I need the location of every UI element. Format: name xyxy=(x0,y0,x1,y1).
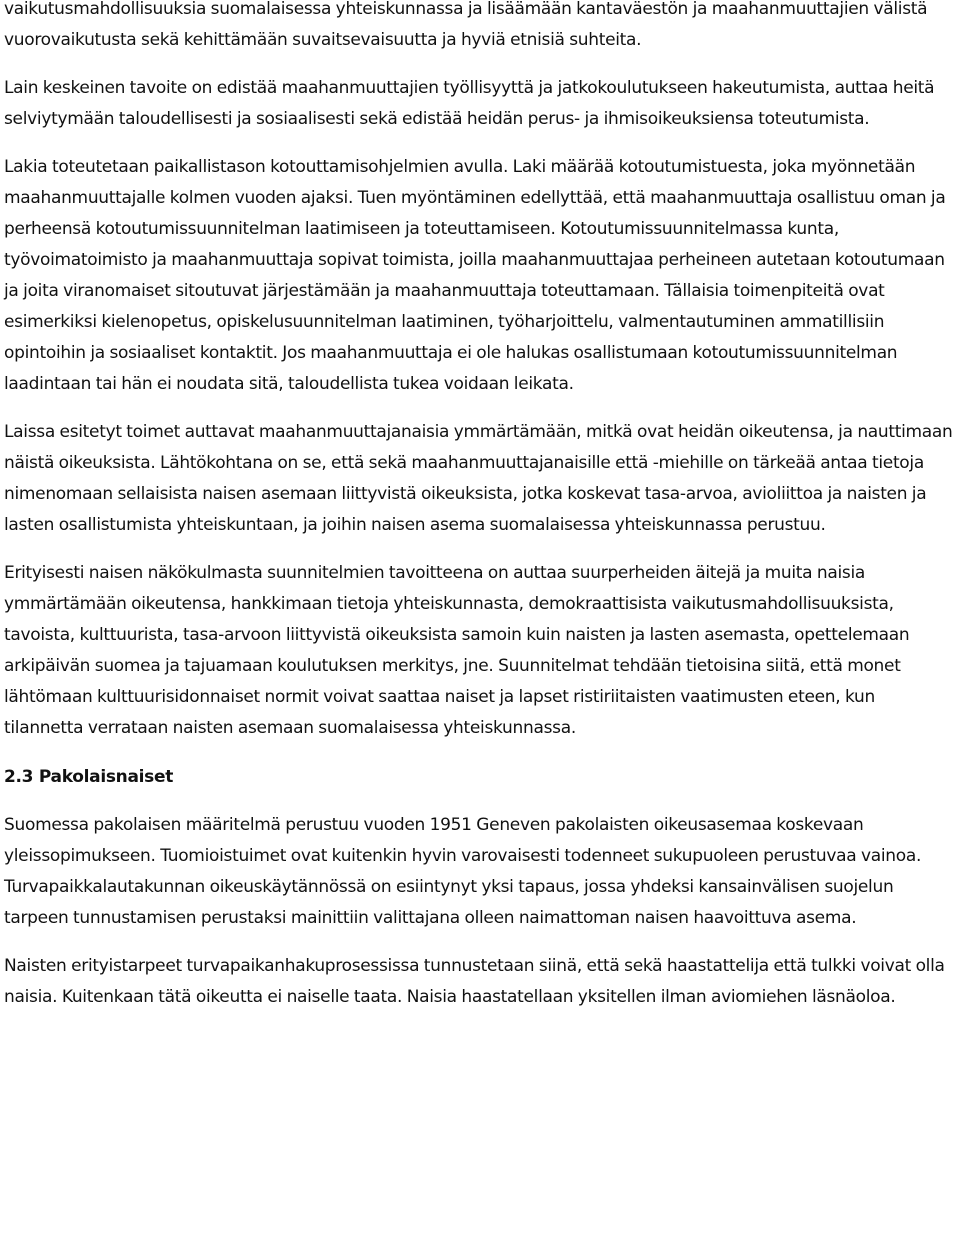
paragraph-women-perspective: Erityisesti naisen näkökulmasta suunnitelmien tavoitteena on auttaa suurperheiden äitejä ja muita naisia ymmärtämään oikeutensa, hankkimaan tietoja yhteiskunnasta, demokraattisista vaikutusmahdollisuuksista, tavoista, kulttuurista, tasa-arvoon liittyvistä oikeuksista samoin kuin naisten ja lasten asemasta, opettelemaan arkipäivän suomea ja tajuamaan koulutuksen merkitys, jne. Suunnitelmat tehdään tietoisina siitä, että monet lähtömaan kulttuurisidonnaiset normit voivat saattaa naiset ja lapset ristiriitaisten vaatimusten eteen, kun tilannetta verrataan naisten asemaan suomalaisessa yhteiskunnassa. xyxy=(4,563,910,738)
document-page xyxy=(4,0,958,1013)
paragraph-asylum-needs: Naisten erityistarpeet turvapaikanhakuprosessissa tunnustetaan siinä, että sekä haastattelija että tulkki voivat olla naisia. Kuitenkaan tätä oikeutta ei naiselle taata. Naisia haastatellaan yksitellen ilman aviomiehen läsnäoloa. xyxy=(4,956,945,1007)
paragraph-women-rights: Laissa esitetyt toimet auttavat maahanmuuttajanaisia ymmärtämään, mitkä ovat heidän oikeutensa, ja nauttimaan näistä oikeuksista. Lähtökohtana on se, että sekä maahanmuuttajanaisille että -miehille on tärkeää antaa tietoja nimenomaan sellaisista naisen asemaan liittyvistä oikeuksista, jotka koskevat tasa-arvoa, avioliittoa ja naisten ja lasten osallistumista yhteiskuntaan, ja joihin naisen asema suomalaisessa yhteiskunnassa perustuu. xyxy=(4,422,953,535)
paragraph-refugee-definition: Suomessa pakolaisen määritelmä perustuu vuoden 1951 Geneven pakolaisten oikeusasemaa koskevaan yleissopimukseen. Tuomioistuimet ovat kuitenkin hyvin varovaisesti todenneet sukupuoleen perustuvaa vainoa. Turvapaikkalautakunnan oikeuskäytännössä on esiintynyt yksi tapaus, jossa yhdeksi kansainvälisen suojelun tarpeen tunnustamisen perustaksi mainittiin valittajana olleen naimattoman naisen haavoittuva asema. xyxy=(4,815,922,928)
section-heading: 2.3 Pakolaisnaiset xyxy=(4,767,174,787)
paragraph-law-goal: Lain keskeinen tavoite on edistää maahanmuuttajien työllisyyttä ja jatkokoulutukseen hakeutumista, auttaa heitä selviytymään taloudellisesti ja sosiaalisesti sekä edistää heidän perus- ja ihmisoikeuksiensa toteutumista. xyxy=(4,78,935,129)
paragraph-intro-continuation: vaikutusmahdollisuuksia suomalaisessa yhteiskunnassa ja lisäämään kantaväestön ja maahanmuuttajien välistä vuorovaikutusta sekä kehittämään suvaitsevaisuutta ja hyviä etnisiä suhteita. xyxy=(4,0,928,50)
paragraph-integration-plan: Lakia toteutetaan paikallistason kotouttamisohjelmien avulla. Laki määrää kotoutumistuesta, joka myönnetään maahanmuuttajalle kolmen vuoden ajaksi. Tuen myöntäminen edellyttää, että maahanmuuttaja osallistuu oman ja perheensä kotoutumissuunnitelman laatimiseen ja toteuttamiseen. Kotoutumissuunnitelmassa kunta, työvoimatoimisto ja maahanmuuttaja sopivat toimista, joilla maahanmuuttajaa perheineen autetaan kotoutumaan ja joita viranomaiset sitoutuvat järjestämään ja maahanmuuttaja toteuttamaan. Tällaisia toimenpiteitä ovat esimerkiksi kielenopetus, opiskelusuunnitelman laatiminen, työharjoittelu, valmentautuminen ammatillisiin opintoihin ja sosiaaliset kontaktit. Jos maahanmuuttaja ei ole halukas osallistumaan kotoutumissuunnitelman laadintaan tai hän ei noudata sitä, taloudellista tukea voidaan leikata. xyxy=(4,157,946,394)
